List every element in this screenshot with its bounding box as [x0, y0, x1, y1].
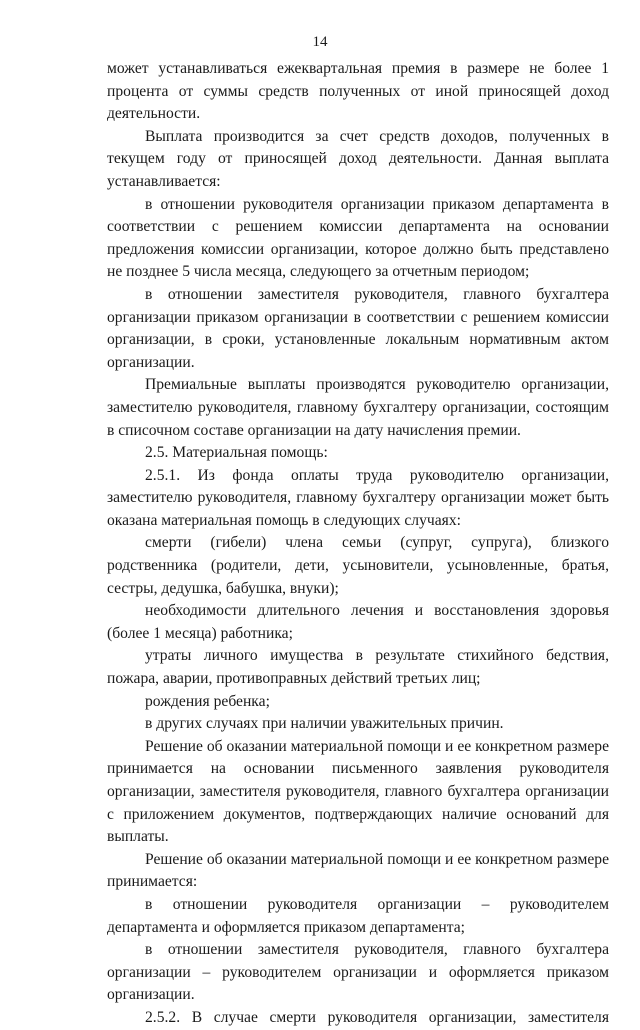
paragraph: в отношении заместителя руководителя, главного бухгалтера организации приказом организации в соответствии с решением комиссии организации, в сроки, установленные локальным нормативным актом организации.: [107, 285, 609, 371]
paragraph: необходимости длительного лечения и восстановления здоровья (более 1 месяца) работника;: [107, 602, 609, 642]
paragraph: Премиальные выплаты производятся руководителю организации, заместителю руководителя, главному бухгалтеру организации, состоящим в списочном составе организации на дату начисления премии.: [107, 376, 609, 439]
paragraph: в отношении заместителя руководителя, главного бухгалтера организации – руководителем организации и оформляется приказом организации.: [107, 941, 609, 1004]
paragraph: может устанавливаться ежеквартальная премия в размере не более 1 процента от суммы средств полученных от иной приносящей доход деятельности.: [107, 60, 609, 123]
page-number: 14: [312, 34, 328, 50]
paragraph: 2.5. Материальная помощь:: [145, 444, 328, 462]
paragraph: в отношении руководителя организации приказом департамента в соответствии с решением комиссии департамента на основании предложения комиссии организации, которое должно быть представлено не позднее 5 числа месяца, следующего за отчетным периодом;: [107, 195, 609, 281]
paragraph: 2.5.1. Из фонда оплаты труда руководителю организации, заместителю руководителя, главному бухгалтеру организации может быть оказана материальная помощь в следующих случаях:: [107, 466, 609, 529]
paragraph: Решение об оказании материальной помощи и ее конкретном размере принимается на основании письменного заявления руководителя организации, заместителя руководителя, главного бухгалтера организации с приложением документов, подтверждающих наличие оснований для выплаты.: [107, 737, 609, 846]
document-body: [107, 58, 609, 1030]
paragraph: Решение об оказании материальной помощи и ее конкретном размере принимается:: [107, 850, 609, 891]
paragraph: в отношении руководителя организации – руководителем департамента и оформляется приказом департамента;: [107, 895, 609, 936]
paragraph: в других случаях при наличии уважительных причин.: [145, 715, 504, 733]
paragraph: 2.5.2. В случае смерти руководителя организации, заместителя: [145, 1008, 609, 1026]
paragraph: рождения ребенка;: [145, 692, 270, 710]
paragraph: смерти (гибели) члена семьи (супруг, супруга), близкого родственника (родители, дети, усыновители, усыновленные, братья, сестры, дедушка, бабушка, внуки);: [107, 534, 609, 597]
paragraph: утраты личного имущества в результате стихийного бедствия, пожара, аварии, противоправных действий третьих лиц;: [107, 647, 609, 688]
paragraph: Выплата производится за счет средств доходов, полученных в текущем году от приносящей доход деятельности. Данная выплата устанавливается:: [107, 127, 609, 190]
